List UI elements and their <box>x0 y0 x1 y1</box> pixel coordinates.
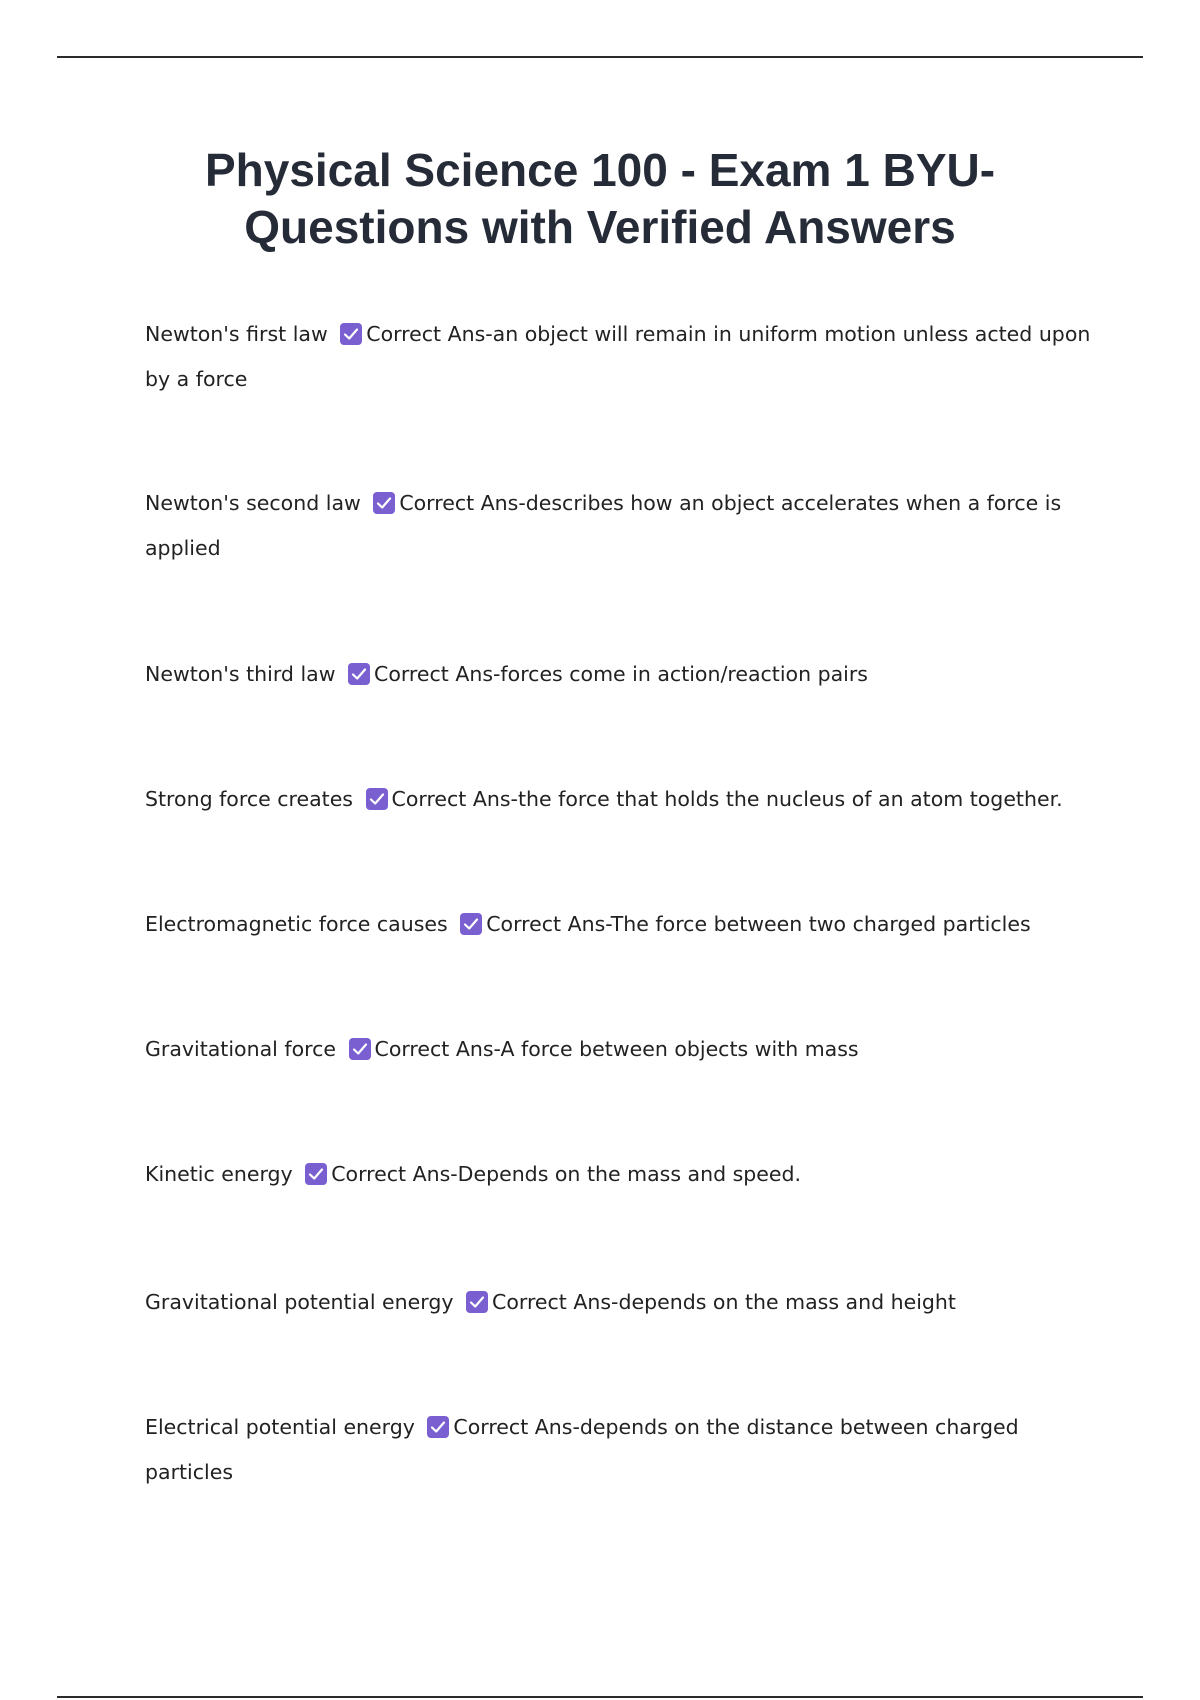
checkbox-checked-icon <box>305 1163 327 1185</box>
question-text: Kinetic energy <box>145 1162 293 1186</box>
qa-item-3 <box>145 652 1095 697</box>
answer-text: Correct Ans-forces come in action/reaction pairs <box>374 662 868 686</box>
checkbox-checked-icon <box>427 1416 449 1438</box>
qa-item-4 <box>145 777 1095 822</box>
qa-item-8 <box>145 1280 1095 1325</box>
qa-item-9 <box>145 1405 1095 1495</box>
page-title <box>120 142 1080 256</box>
qa-item-5 <box>145 902 1095 947</box>
question-text: Electrical potential energy <box>145 1415 415 1439</box>
qa-item-6 <box>145 1027 1095 1072</box>
answer-text: Correct Ans-depends on the distance between charged particles <box>145 1415 1019 1484</box>
checkbox-checked-icon <box>349 1038 371 1060</box>
qa-item-1 <box>145 312 1095 402</box>
question-text: Newton's third law <box>145 662 336 686</box>
title-line-1: Physical Science 100 - Exam 1 BYU- <box>204 144 996 196</box>
question-text: Newton's second law <box>145 491 361 515</box>
checkbox-checked-icon <box>348 663 370 685</box>
title-line-2: Questions with Verified Answers <box>244 201 956 253</box>
question-text: Gravitational potential energy <box>145 1290 454 1314</box>
answer-text: Correct Ans-an object will remain in uniform motion unless acted upon by a force <box>145 322 1091 391</box>
checkbox-checked-icon <box>373 492 395 514</box>
checkbox-checked-icon <box>340 323 362 345</box>
answer-text: Correct Ans-the force that holds the nucleus of an atom together. <box>391 787 1063 811</box>
bottom-rule <box>57 1696 1143 1698</box>
checkbox-checked-icon <box>466 1291 488 1313</box>
question-text: Strong force creates <box>145 787 353 811</box>
question-text: Gravitational force <box>145 1037 336 1061</box>
answer-text: Correct Ans-describes how an object accelerates when a force is applied <box>145 491 1062 560</box>
question-text: Newton's first law <box>145 322 328 346</box>
qa-item-2 <box>145 481 1095 571</box>
answer-text: Correct Ans-A force between objects with mass <box>374 1037 859 1061</box>
question-text: Electromagnetic force causes <box>145 912 448 936</box>
answer-text: Correct Ans-The force between two charged particles <box>486 912 1031 936</box>
top-rule <box>57 56 1143 58</box>
answer-text: Correct Ans-depends on the mass and height <box>492 1290 956 1314</box>
checkbox-checked-icon <box>460 913 482 935</box>
checkbox-checked-icon <box>366 788 388 810</box>
qa-item-7 <box>145 1152 1095 1197</box>
answer-text: Correct Ans-Depends on the mass and speed. <box>331 1162 802 1186</box>
